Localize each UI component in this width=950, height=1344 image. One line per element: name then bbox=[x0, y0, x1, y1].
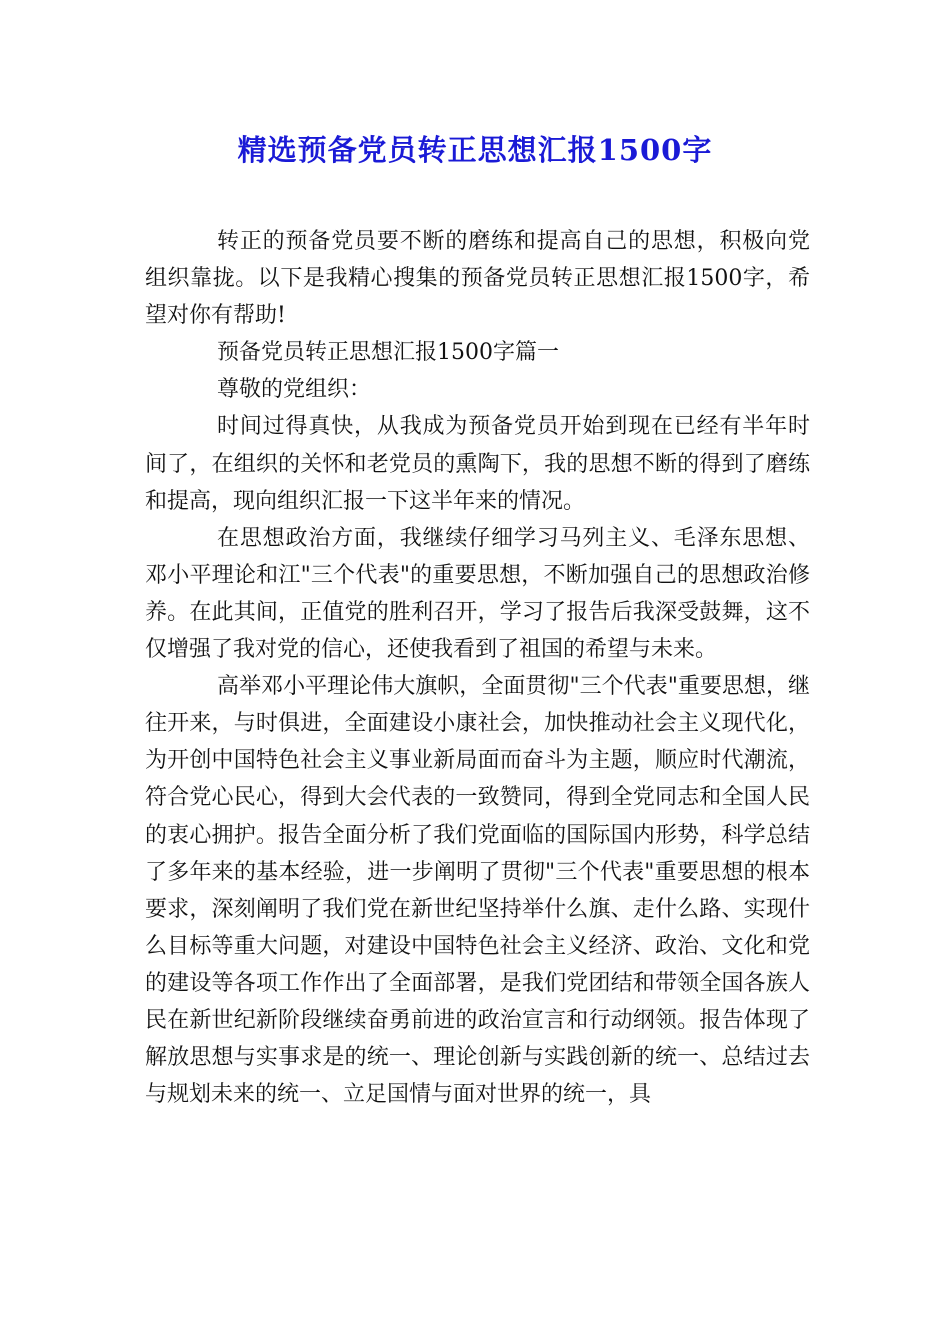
paragraph-body-1: 时间过得真快，从我成为预备党员开始到现在已经有半年时间了，在组织的关怀和老党员的熏陶下，我的思想不断的得到了磨练和提高，现向组织汇报一下这半年来的情况。 bbox=[145, 414, 810, 514]
document-title: 精选预备党员转正思想汇报1500字 bbox=[237, 133, 713, 167]
paragraph-body-3: 高举邓小平理论伟大旗帜，全面贯彻"三个代表"重要思想，继往开来，与时俱进，全面建设小康社会，加快推动社会主义现代化，为开创中国特色社会主义事业新局面而奋斗为主题，顺应时代潮流，符合党心民心，得到大会代表的一致赞同，得到全党同志和全国人民的衷心拥护。报告全面分析了我们党面临的国际国内形势，科学总结了多年来的基本经验，进一步阐明了贯彻"三个代表"重要思想的根本要求，深刻阐明了我们党在新世纪坚持举什么旗、走什么路、实现什么目标等重大问题，对建设中国特色社会主义经济、政治、文化和党的建设等各项工作作出了全面部署，是我们党团结和带领全国各族人民在新世纪新阶段继续奋勇前进的政治宣言和行动纲领。报告体现了解放思想与实事求是的统一、理论创新与实践创新的统一、总结过去与规划未来的统一、立足国情与面对世界的统一，具 bbox=[145, 674, 810, 1108]
paragraph-intro: 转正的预备党员要不断的磨练和提高自己的思想，积极向党组织靠拢。以下是我精心搜集的预备党员转正思想汇报1500字，希望对你有帮助! bbox=[145, 229, 810, 329]
document-body bbox=[145, 223, 810, 1113]
paragraph-salutation: 尊敬的党组织： bbox=[217, 377, 372, 403]
paragraph-section-heading: 预备党员转正思想汇报1500字篇一 bbox=[217, 340, 559, 366]
paragraph-body-2: 在思想政治方面，我继续仔细学习马列主义、毛泽东思想、邓小平理论和江"三个代表"的重要思想，不断加强自己的思想政治修养。在此其间，正值党的胜利召开，学习了报告后我深受鼓舞，这不仅增强了我对党的信心，还使我看到了祖国的希望与未来。 bbox=[145, 525, 810, 663]
